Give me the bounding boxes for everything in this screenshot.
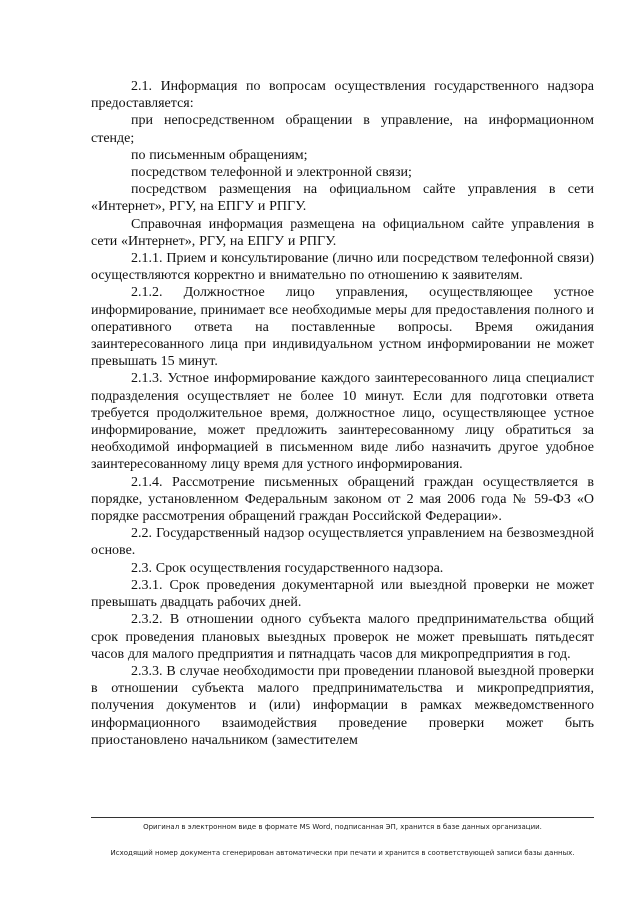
paragraph-2-1-2: 2.1.2. Должностное лицо управления, осуществляющее устное информирование, принимает все необходимые меры для предоставления полного и оперативного ответа на поставленные вопросы. Время ожидания заинтересованного лица при индивидуальном устном информировании не может превышать 15 минут. [91, 285, 594, 370]
paragraph-phone-email: посредством телефонной и электронной связи; [131, 165, 412, 181]
footer-divider [91, 817, 594, 818]
document-body [91, 78, 594, 749]
paragraph-2-3-2: 2.3.2. В отношении одного субъекта малого предпринимательства общий срок проведения плановых выездных проверок не может превышать пятьдесят часов для малого предприятия и пятнадцать часов для микропредприятия в год. [91, 612, 594, 662]
footer-original-note: Оригинал в электронном виде в формате MS Word, подписанная ЭП, хранится в базе данных организации. [143, 823, 542, 831]
footer-number-note: Исходящий номер документа сгенерирован автоматически при печати и хранится в соответствующей записи базы данных. [110, 849, 575, 857]
paragraph-2-3-3: 2.3.3. В случае необходимости при проведении плановой выездной проверки в отношении субъекта малого предпринимательства и микропредприятия, получения документов и (или) информации в рамках межведомственного информационного взаимодействия проведение проверки может быть приостановлено начальником (заместителем [91, 663, 594, 748]
paragraph-written-requests: по письменным обращениям; [131, 147, 308, 163]
paragraph-2-1: 2.1. Информация по вопросам осуществления государственного надзора предоставляется: [91, 79, 594, 112]
paragraph-2-3: 2.3. Срок осуществления государственного надзора. [131, 560, 444, 576]
paragraph-2-1-1: 2.1.1. Прием и консультирование (лично или посредством телефонной связи) осуществляются корректно и внимательно по отношению к заявителям. [91, 251, 594, 284]
paragraph-2-3-1: 2.3.1. Срок проведения документарной или выездной проверки не может превышать двадцать рабочих дней. [91, 577, 594, 611]
paragraph-info-stand: при непосредственном обращении в управление, на информационном стенде; [91, 113, 594, 146]
paragraph-2-2: 2.2. Государственный надзор осуществляется управлением на безвозмездной основе. [91, 526, 594, 559]
paragraph-website: посредством размещения на официальном сайте управления в сети «Интернет», РГУ, на ЕПГУ и РПГУ. [91, 182, 594, 215]
paragraph-2-1-4: 2.1.4. Рассмотрение письменных обращений граждан осуществляется в порядке, установленном Федеральным законом от 2 мая 2006 года № 59-ФЗ «О порядке рассмотрения обращений граждан Российской Федерации». [91, 474, 594, 525]
paragraph-2-1-3: 2.1.3. Устное информирование каждого заинтересованного лица специалист подразделения осуществляет не более 10 минут. Если для подготовки ответа требуется продолжительное время, должностное лицо, осуществляющее устное информирование, может предложить заинтересованному лицу обратиться за необходимой информацией в письменном виде либо назначить другое удобное заинтересованному лицу время для устного информирования. [91, 371, 594, 473]
paragraph-reference-info: Справочная информация размещена на официальном сайте управления в сети «Интернет», РГУ, на ЕПГУ и РПГУ. [91, 216, 594, 249]
